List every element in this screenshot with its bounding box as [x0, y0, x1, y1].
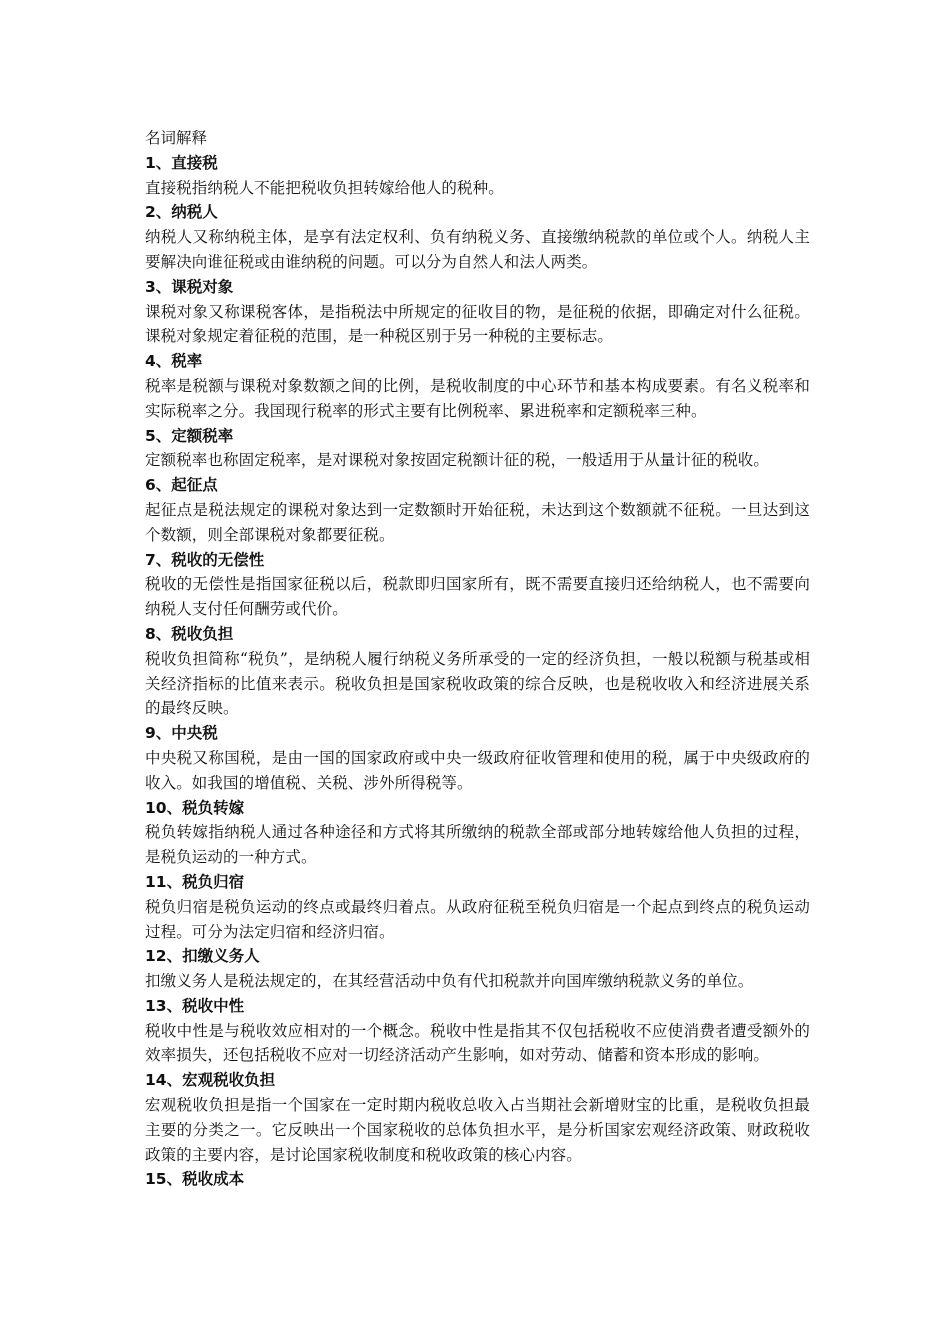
- glossary-entry-5: [145, 424, 810, 474]
- glossary-entry-2: [145, 200, 810, 274]
- glossary-definition: 纳税人又称纳税主体，是享有法定权利、负有纳税义务、直接缴纳税款的单位或个人。纳税人主要解决向谁征税或由谁纳税的问题。可以分为自然人和法人两类。: [145, 228, 810, 271]
- glossary-entry-6: [145, 473, 810, 547]
- glossary-term: 4、税率: [145, 352, 203, 371]
- glossary-entry-4: [145, 349, 810, 423]
- document-title: 名词解释: [145, 129, 208, 147]
- glossary-term: 13、税收中性: [145, 996, 245, 1015]
- glossary-term: 1、直接税: [145, 153, 218, 172]
- glossary-definition: 起征点是税法规定的课税对象达到一定数额时开始征税，未达到这个数额就不征税。一旦达到这个数额，则全部课税对象都要征税。: [145, 500, 810, 544]
- glossary-term: 11、税负归宿: [145, 872, 245, 891]
- glossary-entry-9: [145, 721, 810, 795]
- glossary-term: 6、起征点: [145, 476, 218, 495]
- glossary-definition: 中央税又称国税，是由一国的国家政府或中央一级政府征收管理和使用的税，属于中央级政府的收入。如我国的增值税、关税、涉外所得税等。: [145, 748, 810, 792]
- glossary-definition: 税负归宿是税负运动的终点或最终归着点。从政府征税至税负归宿是一个起点到终点的税负运动过程。可分为法定归宿和经济归宿。: [145, 897, 810, 941]
- glossary-term: 14、宏观税收负担: [145, 1071, 276, 1090]
- glossary-definition: 税收中性是与税收效应相对的一个概念。税收中性是指其不仅包括税收不应使消费者遭受额外的效率损失，还包括税收不应对一切经济活动产生影响，如对劳动、储蓄和资本形成的影响。: [145, 1021, 810, 1065]
- glossary-entry-11: [145, 870, 810, 944]
- glossary-entry-10: [145, 796, 810, 870]
- glossary-term: 3、课税对象: [145, 277, 234, 296]
- glossary-entry-1: [145, 151, 810, 201]
- glossary-term: 7、税收的无偿性: [145, 550, 265, 569]
- glossary-definition: 扣缴义务人是税法规定的，在其经营活动中负有代扣税款并向国库缴纳税款义务的单位。: [145, 972, 754, 991]
- glossary-definition: 宏观税收负担是指一个国家在一定时期内税收总收入占当期社会新增财宝的比重，是税收负担最主要的分类之一。它反映出一个国家税收的总体负担水平，是分析国家宏观经济政策、财政税收政策的主要内容，是讨论国家税收制度和税收政策的核心内容。: [145, 1096, 810, 1164]
- glossary-term: 5、定额税率: [145, 426, 234, 445]
- glossary-entry-14: [145, 1068, 810, 1167]
- glossary-entry-15: [145, 1167, 810, 1192]
- glossary-term: 8、税收负担: [145, 624, 234, 643]
- glossary-definition: 直接税指纳税人不能把税收负担转嫁给他人的税种。: [145, 178, 504, 197]
- glossary-definition: 定额税率也称固定税率，是对课税对象按固定税额计征的税，一般适用于从量计征的税收。: [145, 451, 770, 470]
- document-page: [145, 126, 810, 1192]
- glossary-entry-12: [145, 944, 810, 994]
- glossary-entry-7: [145, 548, 810, 622]
- glossary-term: 12、扣缴义务人: [145, 947, 260, 966]
- glossary-definition: 税负转嫁指纳税人通过各种途径和方式将其所缴纳的税款全部或部分地转嫁给他人负担的过程，是税负运动的一种方式。: [145, 823, 810, 867]
- glossary-term: 9、中央税: [145, 724, 218, 743]
- glossary-definition: 课税对象又称课税客体，是指税法中所规定的征收目的物，是征税的依据，即确定对什么征税。课税对象规定着征税的范围，是一种税区别于另一种税的主要标志。: [145, 302, 810, 346]
- glossary-term: 15、税收成本: [145, 1170, 245, 1189]
- glossary-definition: 税收负担简称“税负”，是纳税人履行纳税义务所承受的一定的经济负担，一般以税额与税基或相关经济指标的比值来表示。税收负担是国家税收政策的综合反映，也是税收收入和经济进展关系的最终反映。: [145, 649, 810, 718]
- glossary-term: 10、税负转嫁: [145, 798, 245, 817]
- glossary-definition: 税率是税额与课税对象数额之间的比例，是税收制度的中心环节和基本构成要素。有名义税率和实际税率之分。我国现行税率的形式主要有比例税率、累进税率和定额税率三种。: [145, 376, 810, 420]
- glossary-entry-3: [145, 275, 810, 349]
- glossary-definition: 税收的无偿性是指国家征税以后，税款即归国家所有，既不需要直接归还给纳税人，也不需要向纳税人支付任何酬劳或代价。: [145, 575, 810, 619]
- glossary-entry-8: [145, 622, 810, 721]
- glossary-term: 2、纳税人: [145, 203, 218, 222]
- glossary-entry-13: [145, 994, 810, 1068]
